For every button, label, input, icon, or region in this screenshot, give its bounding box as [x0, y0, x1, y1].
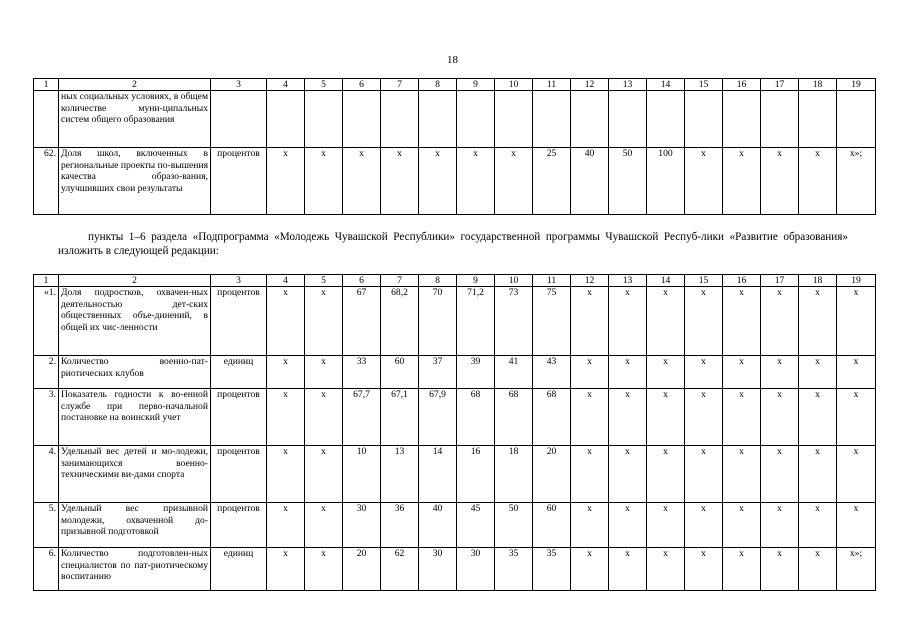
value-cell: 100 [647, 148, 685, 215]
column-number-cell: 5 [305, 79, 343, 91]
value-cell [799, 91, 837, 148]
value-cell [381, 91, 419, 148]
value-cell: х [381, 148, 419, 215]
value-cell: х»; [837, 548, 876, 591]
row-number-cell: 6. [34, 548, 59, 591]
value-cell: х [267, 287, 305, 356]
value-cell: 60 [533, 503, 571, 548]
column-number-cell: 16 [723, 79, 761, 91]
value-cell: х [837, 356, 876, 389]
value-cell: х [571, 548, 609, 591]
value-cell: х [305, 503, 343, 548]
value-cell: 30 [457, 548, 495, 591]
value-cell [419, 91, 457, 148]
value-cell [533, 91, 571, 148]
table-row [34, 287, 876, 356]
unit-cell: процентов [211, 446, 267, 503]
column-number-cell: 1 [34, 275, 59, 287]
value-cell: х [305, 287, 343, 356]
value-cell: 45 [457, 503, 495, 548]
value-cell [457, 91, 495, 148]
column-number-cell: 2 [59, 79, 211, 91]
value-cell: х [609, 287, 647, 356]
indicator-name-cell: Доля школ, включенных в региональные проекты по-вышения качества образо-вания, улучшивших свои результаты [59, 148, 211, 215]
value-cell [305, 91, 343, 148]
indicator-name-cell: Количество подготовлен-ных специалистов по пат-риотическому воспитанию [59, 548, 211, 591]
unit-cell: процентов [211, 148, 267, 215]
value-cell: х [305, 148, 343, 215]
column-number-cell: 18 [799, 79, 837, 91]
value-cell [685, 91, 723, 148]
value-cell: 70 [419, 287, 457, 356]
value-cell: 60 [381, 356, 419, 389]
column-number-cell: 11 [533, 79, 571, 91]
value-cell: 13 [381, 446, 419, 503]
column-number-cell: 19 [837, 275, 876, 287]
column-number-cell: 9 [457, 275, 495, 287]
value-cell: х [685, 148, 723, 215]
value-cell: х [571, 287, 609, 356]
value-cell: 50 [495, 503, 533, 548]
value-cell: 75 [533, 287, 571, 356]
value-cell: х [723, 356, 761, 389]
value-cell: х [799, 356, 837, 389]
table-row [34, 503, 876, 548]
column-number-cell: 12 [571, 275, 609, 287]
value-cell: х [723, 503, 761, 548]
value-cell: х [609, 548, 647, 591]
value-cell: х [799, 548, 837, 591]
value-cell: 35 [533, 548, 571, 591]
value-cell: х [761, 287, 799, 356]
value-cell: х [647, 356, 685, 389]
column-number-cell: 18 [799, 275, 837, 287]
unit-cell: процентов [211, 503, 267, 548]
value-cell: х [571, 503, 609, 548]
column-number-cell: 17 [761, 275, 799, 287]
value-cell: х [837, 389, 876, 446]
value-cell: 36 [381, 503, 419, 548]
column-number-cell: 8 [419, 79, 457, 91]
value-cell: х [609, 356, 647, 389]
column-number-cell: 15 [685, 79, 723, 91]
column-number-cell: 8 [419, 275, 457, 287]
value-cell: 18 [495, 446, 533, 503]
table-row [34, 148, 876, 215]
column-number-cell: 6 [343, 79, 381, 91]
row-number-cell: 2. [34, 356, 59, 389]
value-cell: х [685, 389, 723, 446]
value-cell: х [799, 389, 837, 446]
value-cell: 68 [457, 389, 495, 446]
value-cell [609, 91, 647, 148]
column-number-cell: 4 [267, 275, 305, 287]
value-cell: х [609, 503, 647, 548]
row-number-cell: 3. [34, 389, 59, 446]
value-cell: х [761, 446, 799, 503]
column-number-cell: 2 [59, 275, 211, 287]
value-cell: 67,9 [419, 389, 457, 446]
value-cell: х [685, 287, 723, 356]
value-cell: 25 [533, 148, 571, 215]
value-cell: х [799, 446, 837, 503]
column-number-cell: 17 [761, 79, 799, 91]
value-cell: х [571, 356, 609, 389]
indicator-name-cell: ных социальных условиях, в общем количестве муни-ципальных систем общего образования [59, 91, 211, 148]
value-cell: х [571, 389, 609, 446]
table-row [34, 389, 876, 446]
value-cell: х [457, 148, 495, 215]
indicator-name-cell: Удельный вес призывной молодежи, охваченной до-призывной подготовкой [59, 503, 211, 548]
column-number-cell: 9 [457, 79, 495, 91]
value-cell: х [799, 287, 837, 356]
value-cell: х [685, 446, 723, 503]
value-cell: х [343, 148, 381, 215]
value-cell [267, 91, 305, 148]
value-cell [571, 91, 609, 148]
column-number-cell: 14 [647, 79, 685, 91]
value-cell: 35 [495, 548, 533, 591]
column-number-cell: 5 [305, 275, 343, 287]
value-cell: 40 [419, 503, 457, 548]
indicator-name-cell: Количество военно-пат-риотических клубов [59, 356, 211, 389]
value-cell: 67 [343, 287, 381, 356]
row-number-cell: 62. [34, 148, 59, 215]
value-cell: 73 [495, 287, 533, 356]
value-cell: х [647, 446, 685, 503]
column-number-row [34, 79, 876, 91]
value-cell: 41 [495, 356, 533, 389]
table-row [34, 91, 876, 148]
column-number-cell: 3 [211, 275, 267, 287]
value-cell: х [647, 287, 685, 356]
value-cell: х [685, 548, 723, 591]
value-cell: 67,1 [381, 389, 419, 446]
column-number-cell: 15 [685, 275, 723, 287]
value-cell: 20 [343, 548, 381, 591]
value-cell: 68 [533, 389, 571, 446]
value-cell: х [647, 548, 685, 591]
amendment-paragraph: пункты 1–6 раздела «Подпрограмма «Молодежь Чувашской Республики» государственной программы Чувашской Респуб-лики «Развитие образования» изложить в следующей редакции: [58, 231, 848, 257]
unit-cell: единиц [211, 548, 267, 591]
value-cell: х [685, 356, 723, 389]
value-cell: 50 [609, 148, 647, 215]
indicator-name-cell: Доля подростков, охвачен-ных деятельностью дет-ских общественных объе-динений, в общей их чис-ленности [59, 287, 211, 356]
column-number-cell: 6 [343, 275, 381, 287]
value-cell: х [647, 503, 685, 548]
column-number-cell: 12 [571, 79, 609, 91]
value-cell: х [837, 503, 876, 548]
unit-cell: единиц [211, 356, 267, 389]
value-cell: х [267, 389, 305, 446]
value-cell: х [685, 503, 723, 548]
table-row [34, 446, 876, 503]
value-cell: х [761, 389, 799, 446]
value-cell: х [761, 503, 799, 548]
value-cell: х [305, 446, 343, 503]
column-number-cell: 4 [267, 79, 305, 91]
unit-cell: процентов [211, 389, 267, 446]
value-cell: х [267, 446, 305, 503]
value-cell: х [761, 148, 799, 215]
value-cell: 10 [343, 446, 381, 503]
value-cell: х [267, 548, 305, 591]
value-cell: 68,2 [381, 287, 419, 356]
unit-cell [211, 91, 267, 148]
value-cell: 20 [533, 446, 571, 503]
value-cell [495, 91, 533, 148]
column-number-cell: 10 [495, 275, 533, 287]
value-cell [647, 91, 685, 148]
column-number-cell: 19 [837, 79, 876, 91]
page-number: 18 [447, 54, 458, 66]
column-number-cell: 14 [647, 275, 685, 287]
value-cell: х [761, 356, 799, 389]
row-number-cell: 5. [34, 503, 59, 548]
value-cell: х [723, 148, 761, 215]
value-cell: х [305, 389, 343, 446]
value-cell: х [647, 389, 685, 446]
value-cell: х [305, 548, 343, 591]
value-cell: х [609, 389, 647, 446]
column-number-cell: 16 [723, 275, 761, 287]
youth-subprogram-table [33, 274, 876, 591]
row-number-cell [34, 91, 59, 148]
column-number-cell: 13 [609, 275, 647, 287]
column-number-row [34, 275, 876, 287]
value-cell: 68 [495, 389, 533, 446]
value-cell: х [723, 389, 761, 446]
value-cell: 14 [419, 446, 457, 503]
value-cell: х [305, 356, 343, 389]
column-number-cell: 7 [381, 79, 419, 91]
value-cell: 40 [571, 148, 609, 215]
value-cell: х [723, 446, 761, 503]
row-number-cell: 4. [34, 446, 59, 503]
value-cell: 39 [457, 356, 495, 389]
value-cell: х»; [837, 148, 876, 215]
value-cell: х [723, 287, 761, 356]
value-cell: х [267, 503, 305, 548]
value-cell: 30 [419, 548, 457, 591]
value-cell: 62 [381, 548, 419, 591]
value-cell [343, 91, 381, 148]
column-number-cell: 1 [34, 79, 59, 91]
value-cell [761, 91, 799, 148]
value-cell: х [761, 548, 799, 591]
value-cell: 43 [533, 356, 571, 389]
value-cell: х [837, 287, 876, 356]
value-cell: х [267, 356, 305, 389]
value-cell: х [267, 148, 305, 215]
value-cell: х [799, 148, 837, 215]
value-cell: х [419, 148, 457, 215]
unit-cell: процентов [211, 287, 267, 356]
value-cell: 33 [343, 356, 381, 389]
value-cell: 30 [343, 503, 381, 548]
value-cell: х [723, 548, 761, 591]
value-cell: 16 [457, 446, 495, 503]
value-cell: х [609, 446, 647, 503]
row-number-cell: «1. [34, 287, 59, 356]
table-row [34, 548, 876, 591]
value-cell [723, 91, 761, 148]
indicators-table-continued [33, 78, 876, 215]
indicator-name-cell: Удельный вес детей и мо-лодежи, занимающихся военно-техническими ви-дами спорта [59, 446, 211, 503]
value-cell: х [837, 446, 876, 503]
indicator-name-cell: Показатель годности к во-енной службе при перво-начальной постановке на воинский учет [59, 389, 211, 446]
value-cell: 37 [419, 356, 457, 389]
column-number-cell: 10 [495, 79, 533, 91]
column-number-cell: 3 [211, 79, 267, 91]
table-row [34, 356, 876, 389]
value-cell: х [495, 148, 533, 215]
column-number-cell: 11 [533, 275, 571, 287]
value-cell: 67,7 [343, 389, 381, 446]
value-cell: 71,2 [457, 287, 495, 356]
column-number-cell: 7 [381, 275, 419, 287]
value-cell [837, 91, 876, 148]
value-cell: х [571, 446, 609, 503]
value-cell: х [799, 503, 837, 548]
column-number-cell: 13 [609, 79, 647, 91]
